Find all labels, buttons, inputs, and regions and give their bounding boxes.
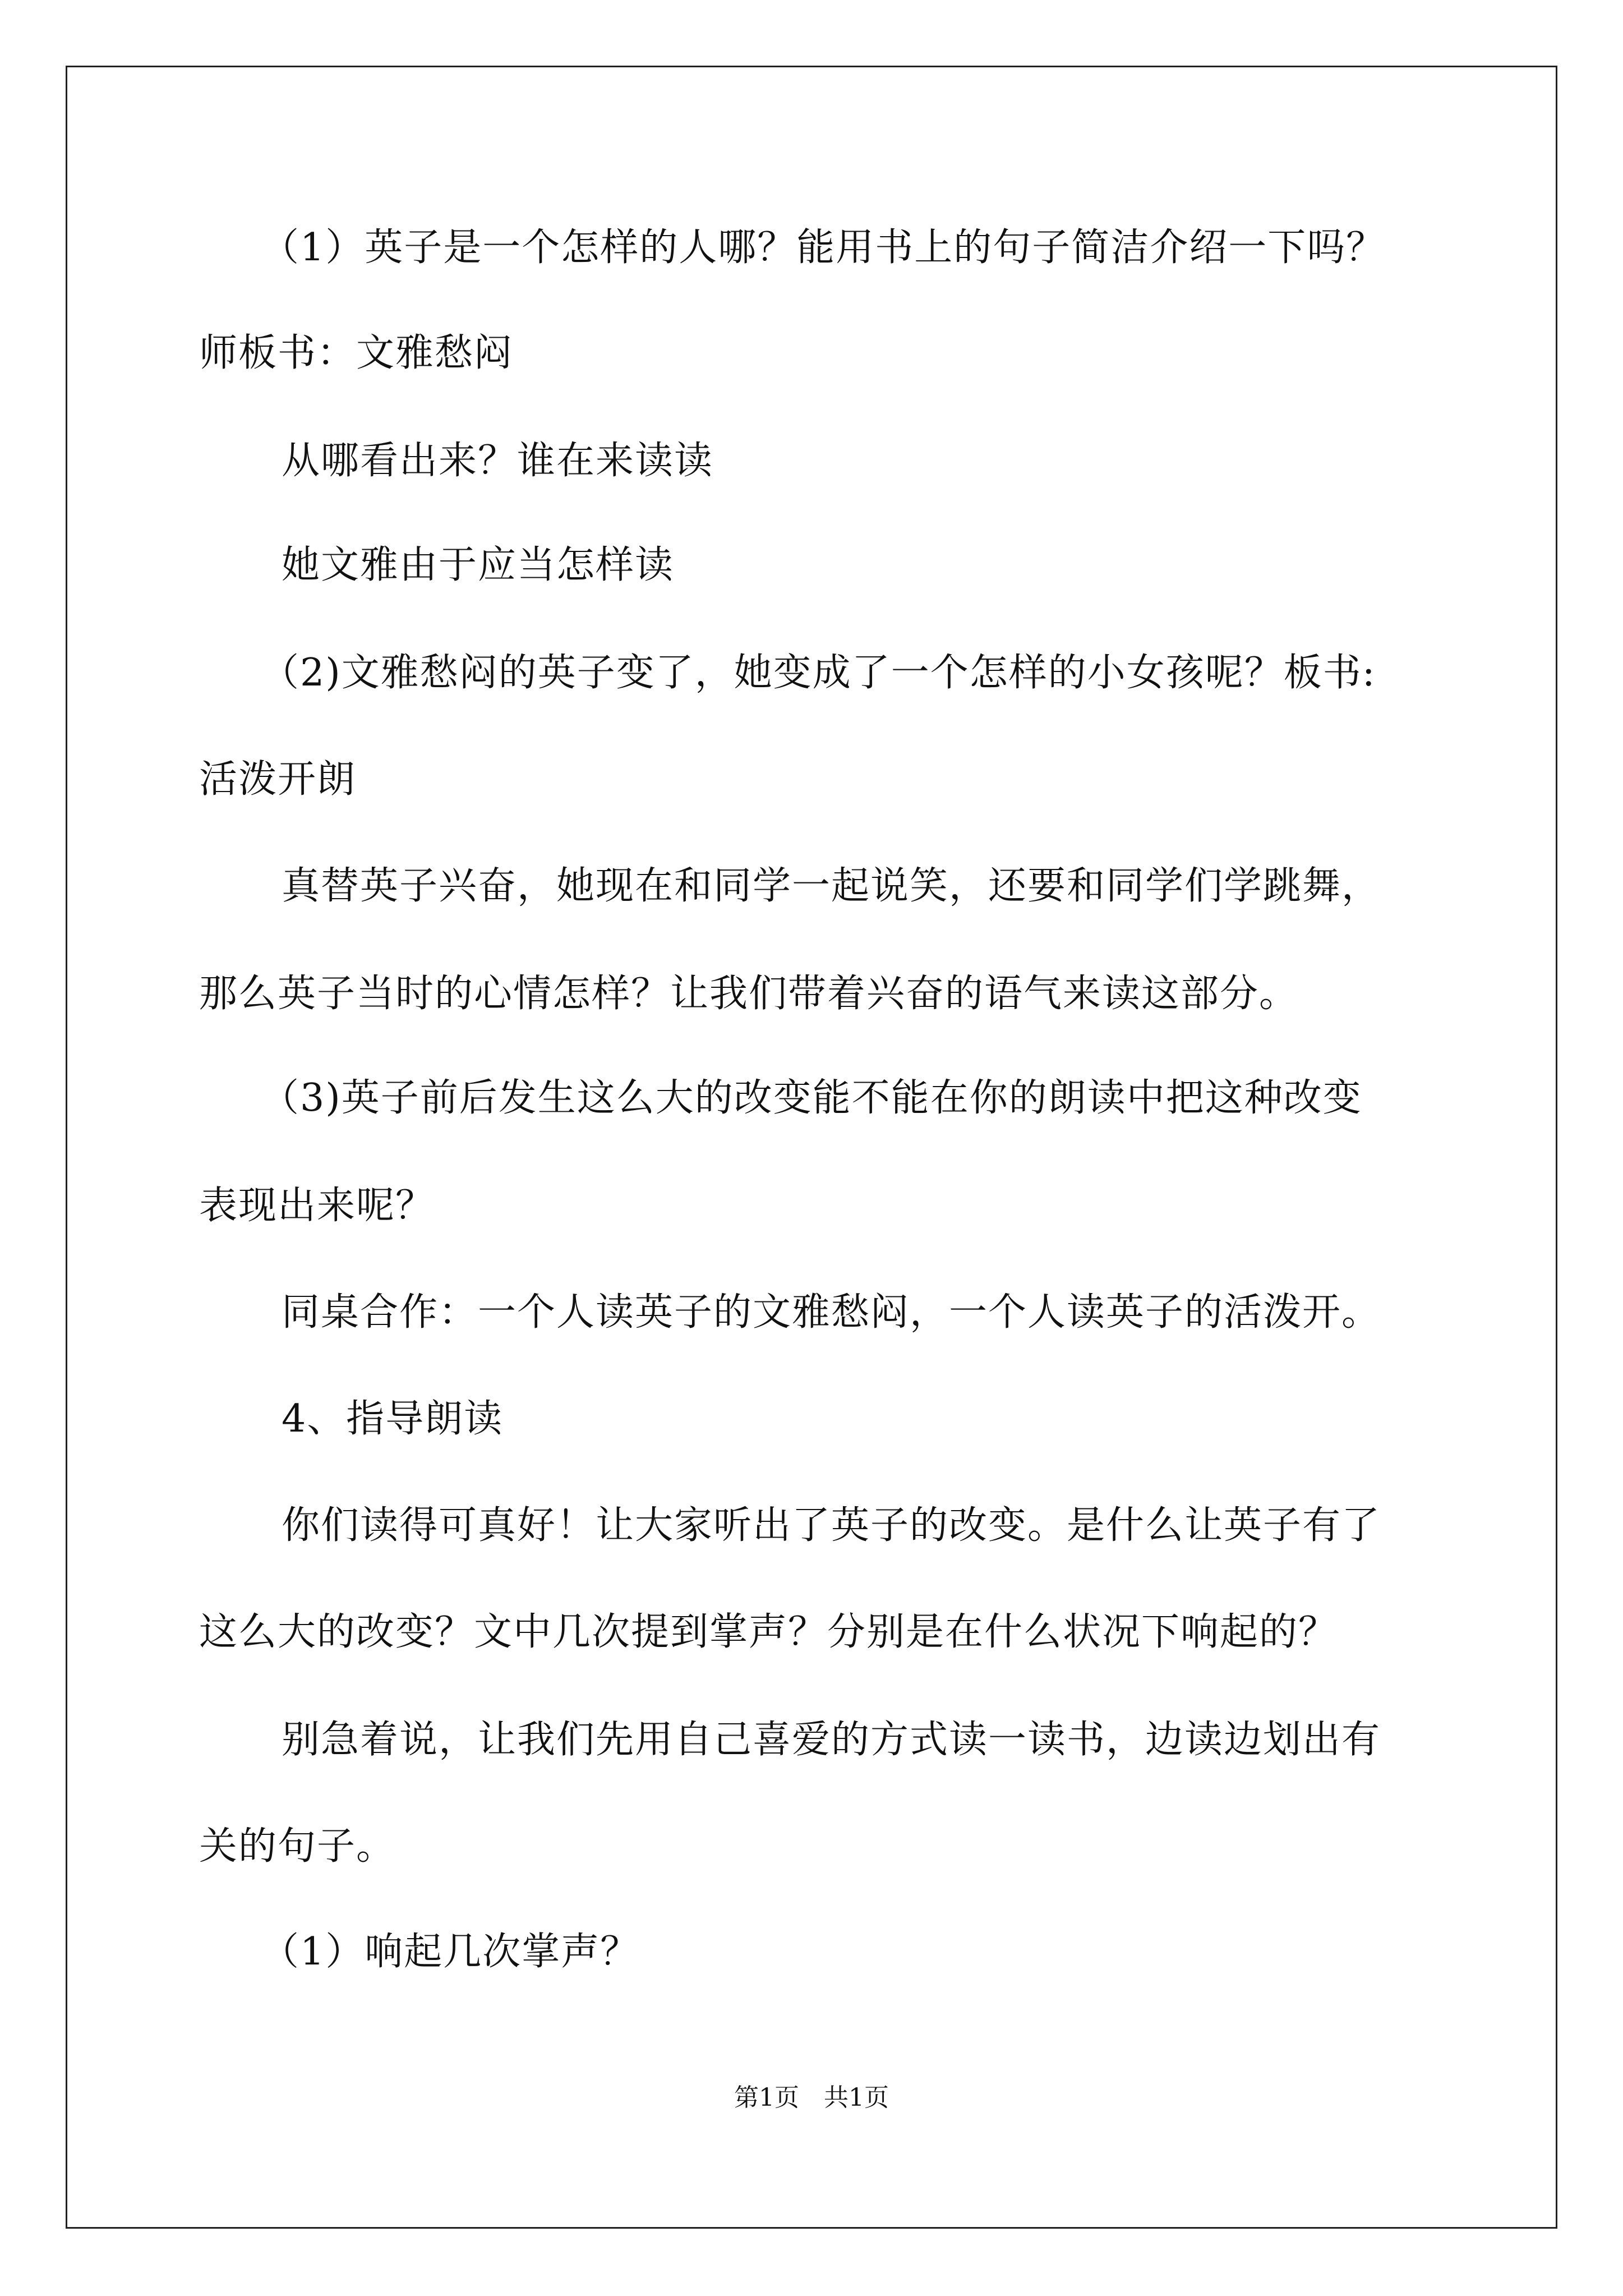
- text-line: 师板书：文雅愁闷: [199, 331, 514, 375]
- text-line: （2)文雅愁闷的英子变了，她变成了一个怎样的小女孩呢？板书:: [261, 651, 1376, 695]
- text-line: 别急着说，让我们先用自己喜爱的方式读一读书，边读边划出有: [282, 1718, 1381, 1762]
- text-line: 表现出来呢？: [199, 1184, 435, 1228]
- text-line: 这么大的改变？文中几次提到掌声？分别是在什么状况下响起的？: [199, 1610, 1338, 1654]
- text-line: （3)英子前后发生这么大的改变能不能在你的朗读中把这种改变: [261, 1076, 1362, 1120]
- text-line: （1）英子是一个怎样的人哪？能用书上的句子简洁介绍一下吗？: [261, 226, 1386, 270]
- text-line: 关的句子。: [199, 1824, 396, 1869]
- text-line: 她文雅由于应当怎样读: [282, 543, 675, 587]
- text-line: 那么英子当时的心情怎样？让我们带着兴奋的语气来读这部分。: [199, 972, 1299, 1016]
- text-line: 同桌合作：一个人读英子的文雅愁闷，一个人读英子的活泼开。: [282, 1290, 1381, 1335]
- text-line: 真替英子兴奋，她现在和同学一起说笑，还要和同学们学跳舞，: [282, 864, 1381, 908]
- text-line: 4、指导朗读: [282, 1397, 504, 1441]
- text-line: 你们读得可真好！让大家听出了英子的改变。是什么让英子有了: [282, 1503, 1381, 1548]
- text-line: 从哪看出来？谁在来读读: [282, 439, 714, 483]
- page-border: [66, 66, 1557, 2229]
- text-line: （1）响起几次掌声？: [261, 1930, 640, 1974]
- text-line: 活泼开朗: [199, 757, 357, 802]
- page-number: 第1页 共1页: [734, 2083, 889, 2112]
